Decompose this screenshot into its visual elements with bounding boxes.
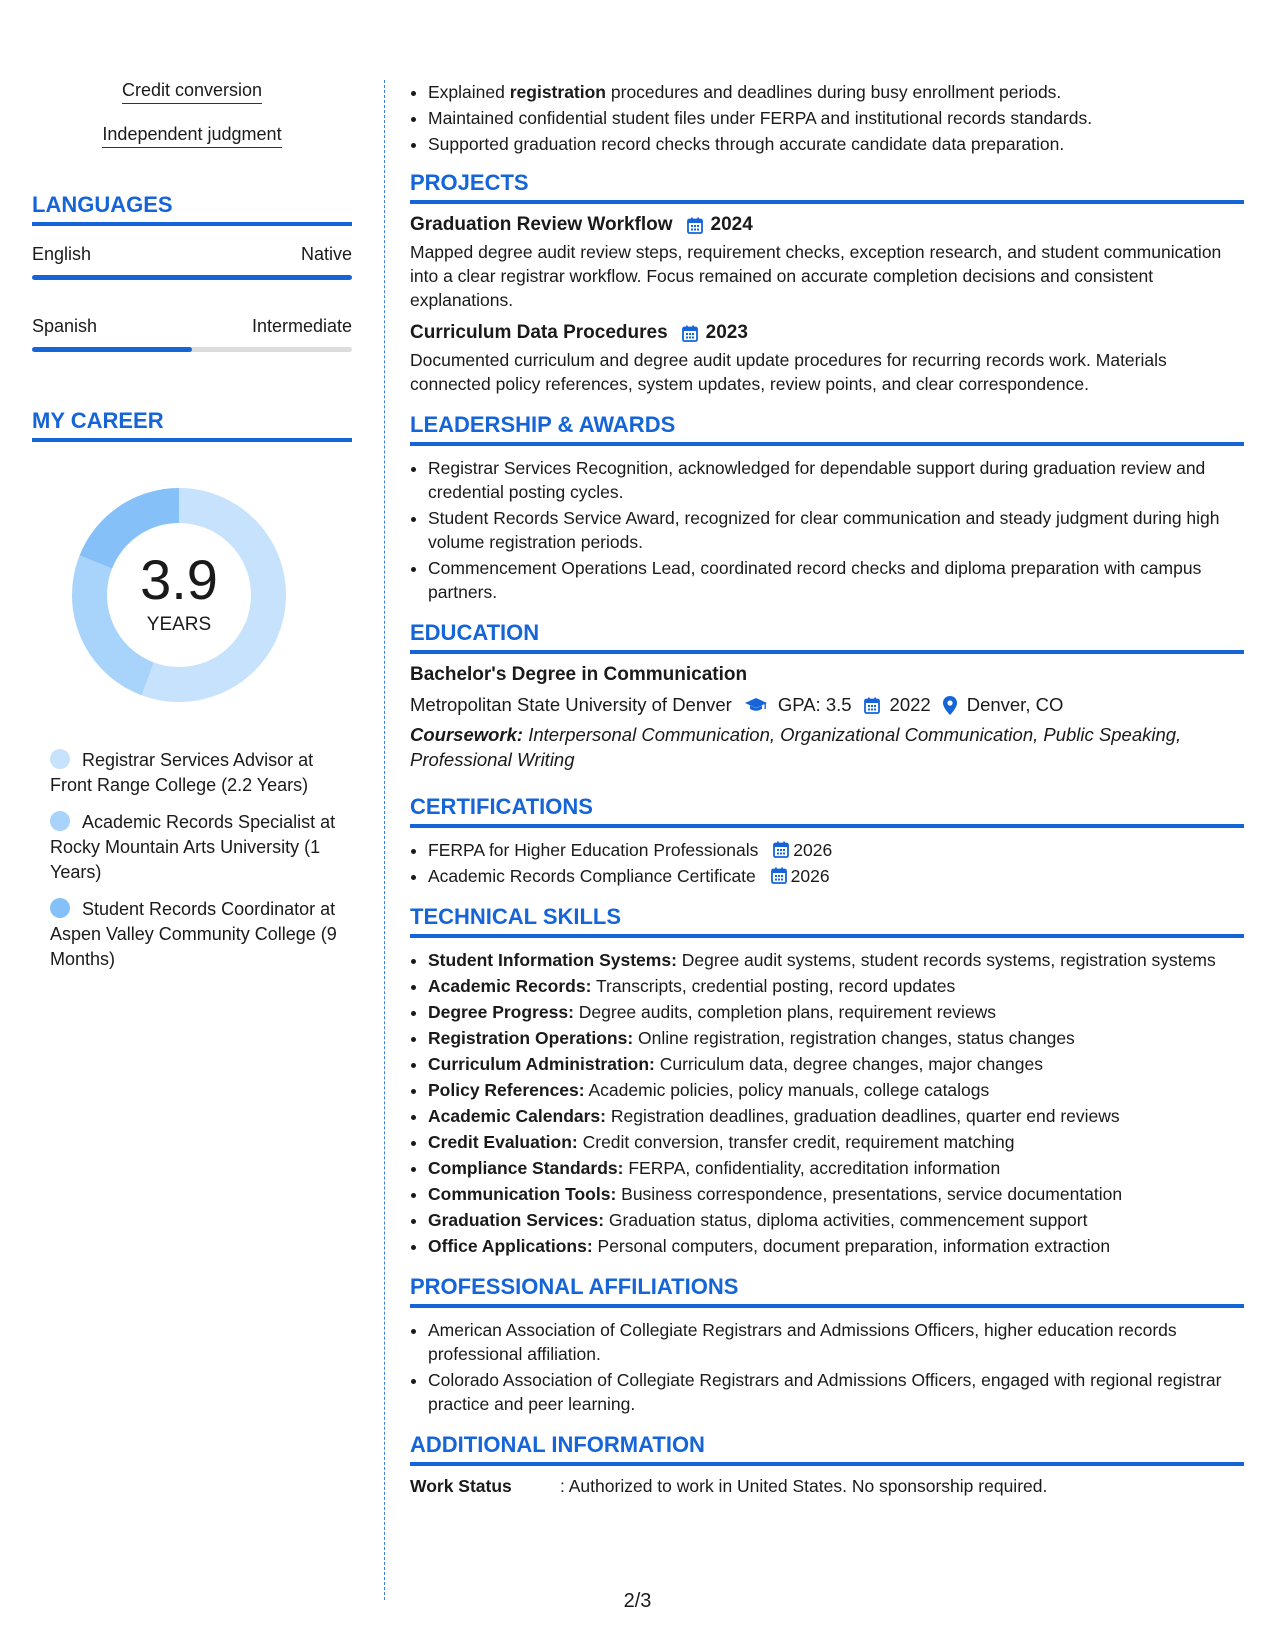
skill-item: • Academic Records: Transcripts, credential posting, record updates: [428, 974, 1244, 998]
certifications-list: [410, 838, 1244, 888]
skill-item: • Graduation Services: Graduation status, diploma activities, commencement support: [428, 1208, 1244, 1232]
skill-item: • Compliance Standards: FERPA, confidentiality, accreditation information: [428, 1156, 1244, 1180]
strength-label: Independent judgment: [102, 124, 281, 148]
coursework-list: Interpersonal Communication, Organizational Communication, Public Speaking, Professional Writing: [410, 724, 1182, 770]
project-description: Mapped degree audit review steps, requirement checks, exception research, and student communication into a clear registrar workflow. Focus remained on accurate completion decisions and consistent explanations.: [410, 242, 1222, 310]
graduation-year: 2022: [889, 694, 931, 715]
skill-item: • Communication Tools: Business correspondence, presentations, service documentation: [428, 1182, 1244, 1206]
skill-item: • Credit Evaluation: Credit conversion, transfer credit, requirement matching: [428, 1130, 1244, 1154]
coursework: [410, 722, 1244, 772]
language-bar-fill: [32, 347, 192, 352]
coursework-label: Coursework:: [410, 724, 524, 745]
career-legend-item: [50, 897, 340, 972]
project-item: [410, 214, 1244, 312]
career-total: 3.9: [140, 548, 218, 611]
experience-bullets: [410, 80, 1244, 156]
education-details: [410, 694, 1244, 716]
skill-item: • Degree Progress: Degree audits, completion plans, requirement reviews: [428, 1000, 1244, 1024]
experience-bullet: • Maintained confidential student files under FERPA and institutional records standards.: [428, 106, 1244, 130]
work-status-label: Work Status: [410, 1476, 512, 1496]
affiliations-heading: PROFESSIONAL AFFILIATIONS: [410, 1274, 1244, 1308]
legend-label: Student Records Coordinator at Aspen Valley Community College (9 Months): [50, 899, 337, 969]
language-bar: [32, 275, 352, 280]
project-year: 2023: [705, 322, 748, 343]
certification-item: • FERPA for Higher Education Professionals 2026: [428, 838, 1244, 862]
degree-title: Bachelor's Degree in Communication: [410, 664, 748, 685]
skill-item: • Curriculum Administration: Curriculum data, degree changes, major changes: [428, 1052, 1244, 1076]
skill-item: • Office Applications: Personal computers, document preparation, information extraction: [428, 1234, 1244, 1258]
skill-item: • Academic Calendars: Registration deadlines, graduation deadlines, quarter end reviews: [428, 1104, 1244, 1128]
additional-heading: ADDITIONAL INFORMATION: [410, 1432, 1244, 1466]
certification-item: • Academic Records Compliance Certificate 2026: [428, 864, 1244, 888]
affiliations-list: [410, 1318, 1244, 1416]
project-title: Curriculum Data Procedures: [410, 322, 668, 343]
language-name: English: [32, 244, 92, 264]
certifications-heading: CERTIFICATIONS: [410, 794, 1244, 828]
award-item: • Registrar Services Recognition, acknowledged for dependable support during graduation review and credential posting cycles.: [428, 456, 1244, 504]
affiliation-item: • American Association of Collegiate Registrars and Admissions Officers, higher education records professional affiliation.: [428, 1318, 1244, 1366]
calendar-icon: [773, 841, 789, 858]
left-column: [32, 80, 352, 984]
career-heading: MY CAREER: [32, 408, 352, 442]
language-name: Spanish: [32, 316, 98, 336]
legend-label: Registrar Services Advisor at Front Range College (2.2 Years): [50, 750, 314, 795]
gpa: GPA: 3.5: [777, 694, 852, 715]
projects-heading: PROJECTS: [410, 170, 1244, 204]
legend-dot: [50, 749, 70, 769]
skills-heading: TECHNICAL SKILLS: [410, 904, 1244, 938]
affiliation-item: • Colorado Association of Collegiate Registrars and Admissions Officers, engaged with regional registrar practice and peer learning.: [428, 1368, 1244, 1416]
calendar-icon: [864, 697, 880, 714]
page-number: 2/3: [623, 1590, 652, 1612]
work-status-value: : Authorized to work in United States. No sponsorship required.: [560, 1476, 1048, 1496]
awards-heading: LEADERSHIP & AWARDS: [410, 412, 1244, 446]
education-location: Denver, CO: [966, 694, 1064, 715]
project-description: Documented curriculum and degree audit update procedures for recurring records work. Materials connected policy references, system updates, review points, and clear correspondence.: [410, 350, 1167, 394]
map-pin-icon: [943, 696, 957, 715]
project-year: 2024: [710, 214, 753, 235]
award-item: • Commencement Operations Lead, coordinated record checks and diploma preparation with campus partners.: [428, 556, 1244, 604]
school-name: Metropolitan State University of Denver: [410, 694, 732, 715]
calendar-icon: [771, 867, 787, 884]
language-item: [32, 316, 352, 352]
experience-bullet: • Supported graduation record checks through accurate candidate data preparation.: [428, 132, 1244, 156]
language-bar-fill: [32, 275, 352, 280]
experience-bullet: • Explained registration procedures and deadlines during busy enrollment periods.: [428, 80, 1244, 104]
career-unit: YEARS: [146, 614, 212, 635]
strength-item: [32, 124, 352, 148]
awards-list: [410, 456, 1244, 604]
project-title: Graduation Review Workflow: [410, 214, 673, 235]
legend-dot: [50, 898, 70, 918]
career-legend: [32, 748, 352, 972]
skill-item: • Policy References: Academic policies, policy manuals, college catalogs: [428, 1078, 1244, 1102]
language-bar: [32, 347, 352, 352]
languages-heading: LANGUAGES: [32, 192, 352, 226]
career-donut: [64, 480, 294, 710]
skills-list: [410, 948, 1244, 1258]
legend-label: Academic Records Specialist at Rocky Mountain Arts University (1 Years): [50, 812, 336, 882]
language-level: Intermediate: [251, 316, 352, 336]
work-status: [410, 1476, 1244, 1497]
legend-dot: [50, 811, 70, 831]
calendar-icon: [682, 325, 698, 342]
career-legend-item: [50, 748, 340, 798]
award-item: • Student Records Service Award, recognized for clear communication and steady judgment during high volume registration periods.: [428, 506, 1244, 554]
skill-item: • Registration Operations: Online registration, registration changes, status changes: [428, 1026, 1244, 1050]
language-item: [32, 244, 352, 280]
skill-item: • Student Information Systems: Degree audit systems, student records systems, registration systems: [428, 948, 1244, 972]
column-divider: [384, 80, 385, 1600]
language-level: Native: [300, 244, 352, 264]
graduation-cap-icon: [744, 697, 768, 713]
career-legend-item: [50, 810, 340, 885]
right-column: [410, 80, 1244, 1497]
strength-item: [32, 80, 352, 104]
project-item: [410, 322, 1244, 396]
strength-label: Credit conversion: [122, 80, 262, 104]
calendar-icon: [687, 217, 703, 234]
education-heading: EDUCATION: [410, 620, 1244, 654]
